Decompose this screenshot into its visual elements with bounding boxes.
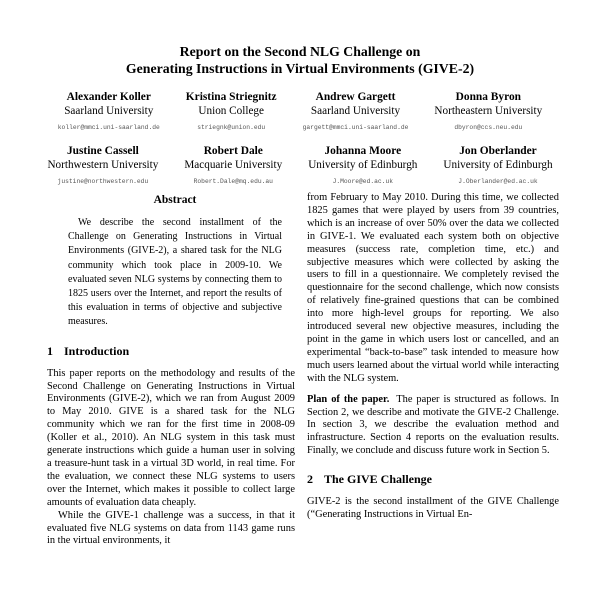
give-challenge-paragraph: GIVE-2 is the second installment of the GIVE Challenge (“Generating Instructions in Virtual En- bbox=[307, 496, 559, 521]
author-affiliation: University of Edinburgh bbox=[308, 159, 418, 171]
intro-paragraph-1: This paper reports on the methodology and results of the Second Challenge on Generating Instructions in Virtual Environments (GIVE-2), which we ran from August 2009 to May 2010. GIVE is a shared task for the NLG community which we ran for the first time in 2008-09 (Koller et al., 2010). An NLG system in this task must generate instructions which guide a human user in solving a treasure-hunt task in a virtual 3D world, in real time. For the evaluation, we connect these NLG systems to users over the Internet, which makes it possible to collect large amounts of evaluation data cheaply. bbox=[47, 367, 295, 508]
plan-of-paper-paragraph bbox=[307, 394, 559, 459]
author-dale bbox=[184, 144, 282, 186]
author-name: Alexander Koller bbox=[66, 91, 151, 103]
author-affiliation: Saarland University bbox=[310, 105, 401, 117]
section-2-heading bbox=[307, 472, 559, 487]
abstract-block bbox=[68, 194, 282, 330]
author-row-2 bbox=[0, 144, 600, 186]
author-name: Robert Dale bbox=[203, 145, 263, 157]
continuation-paragraph: from February to May 2010. During this time, we collected 1825 games that were played by users from 39 countries, which is an increase of over 50% over the data we collected in GIVE-1. We evaluated each system both on objective measures (success rate, completion time, etc.) and subjective measures which were collected by asking the users to fill in a questionnaire. We completely revised the questionnaire for the second challenge, which now consists of relatively fine-grained questions that can be combined into more high-level groups for reporting. We also introduced several new objective measures, including the point in the game in which users lost or cancelled, and an experimental “back-to-base” task intended to measure how much users learned about the virtual world while interacting with the NLG system. bbox=[307, 192, 559, 384]
author-affiliation: University of Edinburgh bbox=[443, 159, 553, 171]
author-email: striegnk@union.edu bbox=[197, 124, 266, 131]
author-email: dbyron@ccs.neu.edu bbox=[454, 124, 523, 131]
paper-title bbox=[0, 0, 600, 77]
author-email: justine@northwestern.edu bbox=[57, 178, 149, 185]
author-affiliation: Saarland University bbox=[64, 105, 154, 117]
author-byron bbox=[434, 90, 542, 132]
abstract-text: We describe the second installment of the Challenge on Generating Instructions in Virtual Environments (GIVE-2), a shared task for the NLG community which took place in 2009-10. We evaluated seven NLG systems by connecting them to 1825 users over the Internet, and report the results of this evaluation in terms of objective and subjective measures. bbox=[68, 217, 282, 328]
paper-title-line-2: Generating Instructions in Virtual Environments (GIVE-2) bbox=[125, 60, 475, 76]
author-gargett bbox=[303, 90, 409, 132]
author-moore bbox=[308, 144, 417, 186]
author-affiliation: Macquarie University bbox=[184, 159, 283, 171]
plan-text: The paper is structured as follows. In Section 2, we describe and motivate the GIVE-2 Challenge. In section 3, we describe the evaluation method and infrastructure. Section 4 reports on the evaluation results. Finally, we conclude and discuss future work in Section 5. bbox=[307, 393, 559, 457]
paper-title-line-1: Report on the Second NLG Challenge on bbox=[179, 44, 421, 59]
author-name: Johanna Moore bbox=[324, 145, 402, 157]
author-name: Jon Oberlander bbox=[459, 145, 537, 157]
author-email: J.Moore@ed.ac.uk bbox=[332, 178, 394, 185]
author-oberlander bbox=[443, 144, 552, 186]
plan-run-in-heading: Plan of the paper. bbox=[307, 393, 390, 405]
author-email: koller@mmci.uni-saarland.de bbox=[57, 124, 160, 131]
author-affiliation: Union College bbox=[198, 105, 264, 117]
section-1-title: Introduction bbox=[64, 343, 130, 358]
right-column bbox=[307, 192, 559, 522]
author-row-1 bbox=[0, 90, 600, 132]
intro-paragraph-2: While the GIVE-1 challenge was a success, in that it evaluated five NLG systems on data from 1143 game runs in the virtual environments, it bbox=[47, 509, 295, 547]
author-name: Andrew Gargett bbox=[315, 91, 396, 103]
author-striegnitz bbox=[186, 90, 277, 132]
section-1-heading bbox=[47, 344, 295, 359]
section-1-number: 1 bbox=[47, 343, 53, 358]
section-2-title: The GIVE Challenge bbox=[324, 472, 433, 487]
author-name: Donna Byron bbox=[455, 91, 521, 103]
author-affiliation: Northwestern University bbox=[47, 159, 159, 171]
author-cassell bbox=[47, 144, 158, 186]
abstract-heading: Abstract bbox=[153, 194, 197, 206]
author-affiliation: Northeastern University bbox=[434, 105, 543, 117]
left-column bbox=[47, 192, 295, 548]
author-name: Kristina Striegnitz bbox=[185, 91, 277, 103]
author-name: Justine Cassell bbox=[66, 145, 139, 157]
author-email: J.Oberlander@ed.ac.uk bbox=[458, 178, 538, 185]
author-koller bbox=[58, 90, 160, 132]
author-email: gargett@mmci.uni-saarland.de bbox=[302, 124, 409, 131]
author-email: Robert.Dale@mq.edu.au bbox=[193, 178, 273, 185]
section-2-number: 2 bbox=[307, 472, 313, 487]
